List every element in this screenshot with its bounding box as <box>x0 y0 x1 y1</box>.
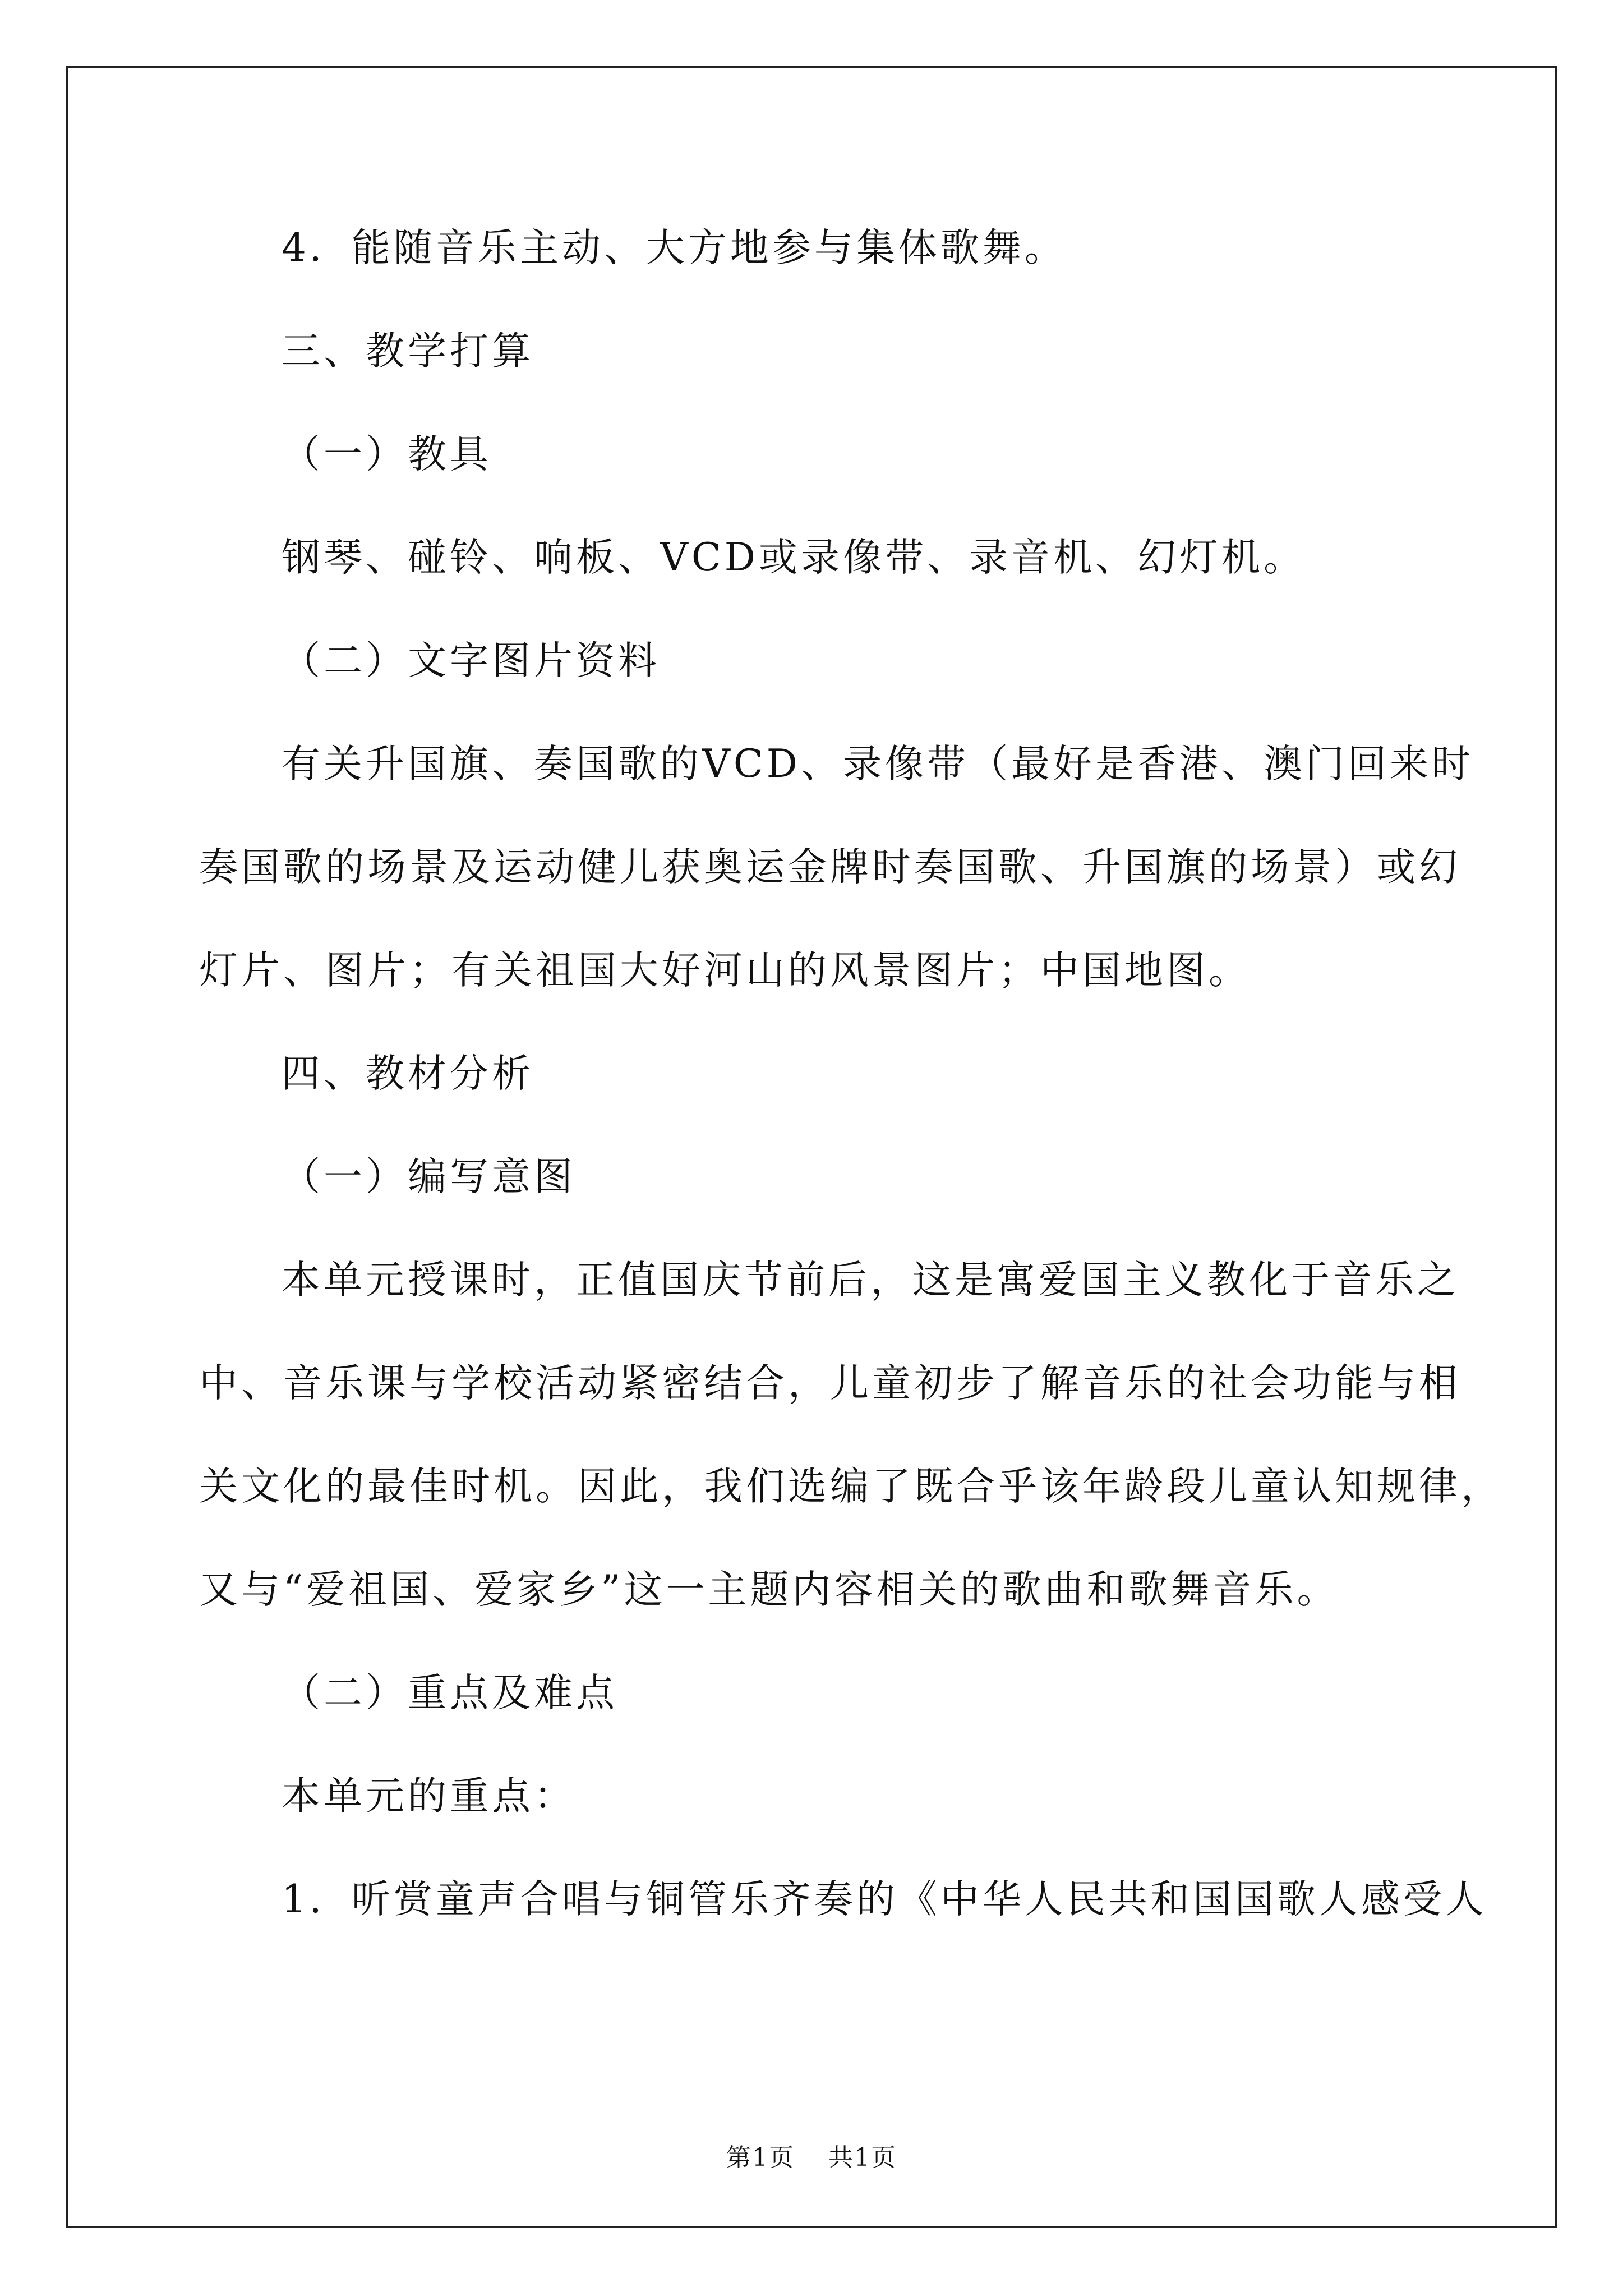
section-heading <box>199 1022 1472 1125</box>
paragraph <box>199 1848 1487 1951</box>
text-line: 关文化的最佳时机。因此，我们选编了既合乎该年龄段儿童认知规律， <box>199 1464 1503 1509</box>
subsection-heading <box>199 1641 1472 1745</box>
text-line: （二）重点及难点 <box>282 1671 618 1715</box>
text-line: （二）文字图片资料 <box>282 638 660 683</box>
text-line: 4．能随音乐主动、大方地参与集体歌舞。 <box>282 226 1067 270</box>
document-body <box>199 196 1503 1951</box>
paragraph <box>199 196 1472 300</box>
subsection-heading <box>199 609 1472 712</box>
text-line: 三、教学打算 <box>282 329 534 374</box>
paragraph <box>199 1228 1503 1641</box>
paragraph <box>199 506 1472 609</box>
text-line: （一）教具 <box>282 432 492 477</box>
text-line: 钢琴、碰铃、响板、VCD或录像带、录音机、幻灯机。 <box>282 535 1306 580</box>
text-line: 四、教材分析 <box>282 1051 534 1096</box>
text-line: 有关升国旗、奏国歌的VCD、录像带（最好是香港、澳门回来时 <box>282 742 1474 786</box>
paragraph <box>199 712 1472 1022</box>
text-line: 中、音乐课与学校活动紧密结合，儿童初步了解音乐的社会功能与相 <box>199 1361 1461 1406</box>
text-line: 本单元的重点： <box>282 1774 576 1819</box>
text-line: （一）编写意图 <box>282 1154 576 1199</box>
paragraph <box>199 1745 1472 1848</box>
subsection-heading <box>199 1125 1472 1228</box>
text-line: 本单元授课时，正值国庆节前后，这是寓爱国主义教化于音乐之 <box>282 1258 1459 1303</box>
page-total: 共1页 <box>828 2143 897 2172</box>
section-heading <box>199 300 1472 403</box>
text-line: 灯片、图片；有关祖国大好河山的风景图片；中国地图。 <box>199 948 1251 993</box>
page-number: 第1页 <box>726 2143 795 2172</box>
text-line: 奏国歌的场景及运动健儿获奥运金牌时奏国歌、升国旗的场景）或幻 <box>199 845 1461 890</box>
text-line: 1．听赏童声合唱与铜管乐齐奏的《中华人民共和国国歌人感受人 <box>282 1877 1487 1922</box>
subsection-heading <box>199 403 1472 506</box>
text-line: 又与“爱祖国、爱家乡”这一主题内容相关的歌曲和歌舞音乐。 <box>199 1567 1339 1612</box>
page-footer <box>0 2137 1623 2173</box>
